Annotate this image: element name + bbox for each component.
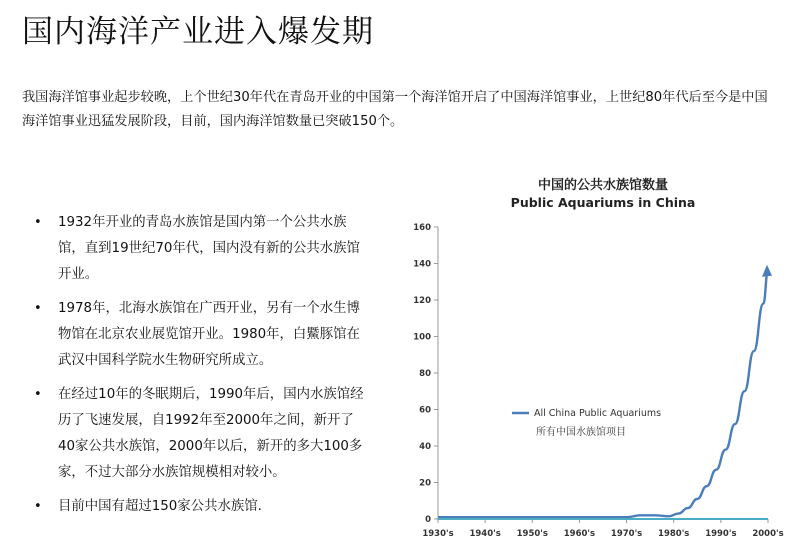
y-tick-label: 160 [413,223,431,233]
x-tick-label: 1970's [610,529,643,539]
chart-subtitle: Public Aquariums in China [510,195,696,210]
x-tick-label: 1960's [563,529,596,539]
x-tick-label: 1950's [516,529,548,539]
legend-sublabel: 所有中国水族馆项目 [536,427,626,438]
y-tick-label: 120 [413,296,431,306]
y-tick-label: 80 [419,369,431,379]
x-tick-label: 1990's [705,529,737,539]
series-arrowhead [762,265,772,277]
y-tick-label: 100 [413,332,431,343]
bullet-item: • 1932年开业的青岛水族馆是国内第一个公共水族馆，直到19世纪70年代，国内没有新的公共水族馆开业。 [34,210,369,288]
chart-title: 中国的公共水族馆数量 [537,178,668,193]
y-tick-label: 140 [413,259,431,270]
y-tick-label: 20 [419,478,431,489]
y-tick-label: 0 [425,515,431,525]
y-tick-label: 60 [419,405,431,416]
bullet-item: • 1978年，北海水族馆在广西开业，另有一个水生博物馆在北京农业展览馆开业。1980年，白鱀豚馆在武汉中国科学院水生物研究所成立。 [34,296,369,374]
bullet-item: • 目前中国有超过150家公共水族馆. [34,494,369,520]
x-tick-label: 1930's [422,529,454,539]
y-tick-label: 40 [419,442,431,452]
series-line [438,271,768,517]
x-tick-label: 1980's [658,529,690,539]
page-title: 国内海洋产业进入爆发期 [22,14,374,50]
legend-label: All China Public Aquariums [534,408,662,419]
intro-paragraph: 我国海洋馆事业起步较晚，上个世纪30年代在青岛开业的中国第一个海洋馆开启了中国海洋馆事业，上世纪80年代后至今是中国海洋馆事业迅猛发展阶段，目前，国内海洋馆数量已突破150个。 [22,90,768,129]
bullet-item: • 在经过10年的冬眠期后，1990年后，国内水族馆经历了飞速发展，自1992年至2000年之间，新开了40家公共水族馆，2000年以后，新开的多大100多家，不过大部分水族馆规模相对较小。 [34,382,369,486]
x-tick-label: 2000's [752,529,784,539]
x-tick-label: 1940's [469,529,501,539]
